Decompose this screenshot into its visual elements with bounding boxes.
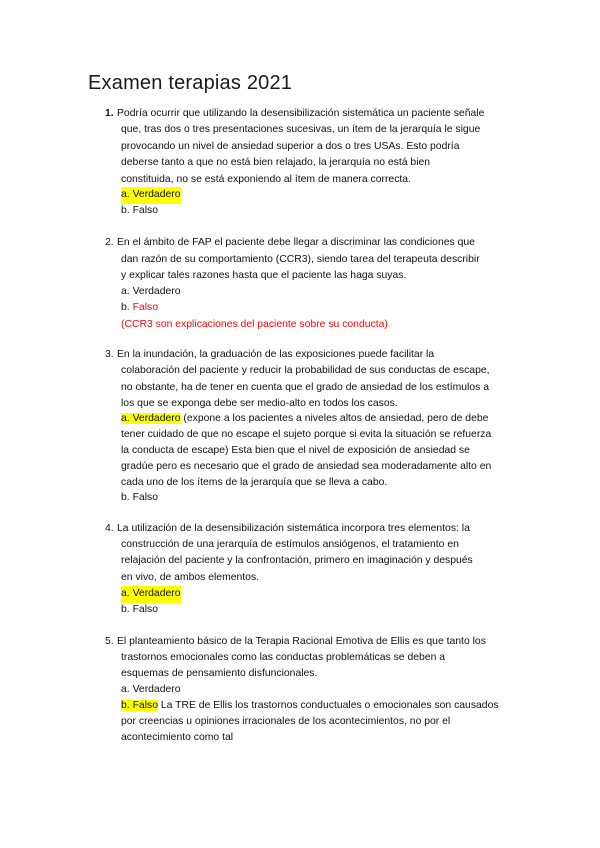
answer-explanation-line: acontecimiento como tal bbox=[121, 732, 234, 743]
question-text-line: provocando un nivel de ansiedad superior a dos o tres USAs. Esto podría bbox=[121, 141, 460, 152]
option-label: Falso bbox=[132, 492, 158, 503]
option-highlight bbox=[121, 700, 158, 711]
answer-explanation: (expone a los pacientes a niveles altos de ansiedad, pero de debe bbox=[180, 413, 489, 424]
answer-explanation: La TRE de Ellis los trastornos conductuales o emocionales son causados bbox=[157, 700, 499, 711]
option-letter: b. bbox=[121, 492, 130, 503]
question-number: 2. bbox=[105, 237, 114, 248]
question-text-line: dan razón de su comportamiento (CCR3), siendo tarea del terapeuta describir bbox=[121, 254, 480, 265]
option-label: Falso bbox=[132, 604, 158, 615]
question-text-line: no obstante, ha de tener en cuenta que el grado de ansiedad de los estímulos a bbox=[121, 382, 489, 393]
option-label: Verdadero bbox=[132, 189, 181, 200]
question-text-line: El planteamiento básico de la Terapia Racional Emotiva de Ellis es que tanto los bbox=[117, 636, 486, 647]
option-label: Verdadero bbox=[132, 413, 181, 424]
option-letter: a. bbox=[121, 189, 130, 200]
question-text-line: en vivo, de ambos elementos. bbox=[121, 572, 260, 583]
question-text-line: construcción de una jerarquía de estímulos ansiógenos, el tratamiento en bbox=[121, 539, 459, 550]
question-text-line: los que se exponga debe ser medio-alto en todos los casos. bbox=[121, 398, 398, 409]
question-text-line: que, tras dos o tres presentaciones sucesivas, un ítem de la jerarquía le sigue bbox=[121, 124, 481, 135]
option-a-correct bbox=[121, 187, 181, 204]
question-number: 4. bbox=[105, 523, 114, 534]
question-text-line: esquemas de pensamiento disfuncionales. bbox=[121, 668, 318, 679]
question-number: 3. bbox=[105, 349, 114, 360]
option-letter: b. bbox=[121, 604, 130, 615]
option-label: Falso bbox=[132, 302, 158, 313]
option-letter: a. bbox=[121, 413, 130, 424]
question-text-line: relajación del paciente y la confrontación, primero en imaginación y después bbox=[121, 555, 473, 566]
option-letter: b. bbox=[121, 205, 130, 216]
question-number: 1. bbox=[105, 108, 114, 119]
option-a bbox=[121, 682, 181, 699]
option-letter: a. bbox=[121, 588, 130, 599]
question-text-line: trastornos emocionales como las conductas problemáticas se deben a bbox=[121, 652, 446, 663]
option-b bbox=[121, 203, 158, 220]
option-label: Verdadero bbox=[132, 286, 181, 297]
option-b bbox=[121, 602, 158, 619]
option-letter: a. bbox=[121, 286, 130, 297]
option-label: Verdadero bbox=[132, 588, 181, 599]
option-label: Verdadero bbox=[132, 684, 181, 695]
question-text-line: La utilización de la desensibilización sistemática incorpora tres elementos: la bbox=[117, 523, 470, 534]
answer-explanation-line: por creencias u opiniones irracionales de los acontecimientos, no por el bbox=[121, 716, 451, 727]
option-highlight bbox=[121, 413, 181, 424]
option-letter: b. bbox=[121, 302, 130, 313]
question-text-line: En la inundación, la graduación de las exposiciones puede facilitar la bbox=[117, 349, 435, 360]
option-a-correct bbox=[121, 411, 488, 428]
option-a bbox=[121, 284, 181, 301]
question-text-line: y explicar tales razones hasta que el paciente las haga suyas. bbox=[121, 270, 407, 281]
option-label: Falso bbox=[132, 205, 158, 216]
option-b bbox=[121, 490, 158, 507]
question-text-line: Podría ocurrir que utilizando la desensibilización sistemática un paciente señale bbox=[117, 108, 485, 119]
question-text-line: constituida, no se está exponiendo al ítem de manera correcta. bbox=[121, 174, 411, 185]
option-label: Falso bbox=[132, 700, 158, 711]
answer-explanation-line: gradúe pero es necesario que el grado de ansiedad sea moderadamente alto en bbox=[121, 461, 492, 472]
answer-explanation-line: la conducta de escape) Esta bien que el nivel de exposición de ansiedad se bbox=[121, 445, 470, 456]
option-a-correct bbox=[121, 586, 181, 603]
option-letter: a. bbox=[121, 684, 130, 695]
option-b-correct bbox=[121, 300, 158, 317]
option-letter: b. bbox=[121, 700, 130, 711]
question-number: 5. bbox=[105, 636, 114, 647]
question-text-line: deberse tanto a que no está bien relajado, la jerarquía no está bien bbox=[121, 157, 431, 168]
answer-explanation-line: tener cuidado de que no escape el sujeto porque si evita la situación se refuerza bbox=[121, 429, 492, 440]
option-b-correct bbox=[121, 698, 499, 715]
page-title: Examen terapias 2021 bbox=[88, 72, 293, 94]
question-text-line: colaboración del paciente y reducir la probabilidad de sus conductas de escape, bbox=[121, 365, 490, 376]
answer-explanation-line: cada uno de los ítems de la jerarquía que se lleva a cabo. bbox=[121, 477, 388, 488]
answer-note: (CCR3 son explicaciones del paciente sobre su conducta) bbox=[121, 319, 388, 330]
question-text-line: En el ámbito de FAP el paciente debe llegar a discriminar las condiciones que bbox=[117, 237, 475, 248]
